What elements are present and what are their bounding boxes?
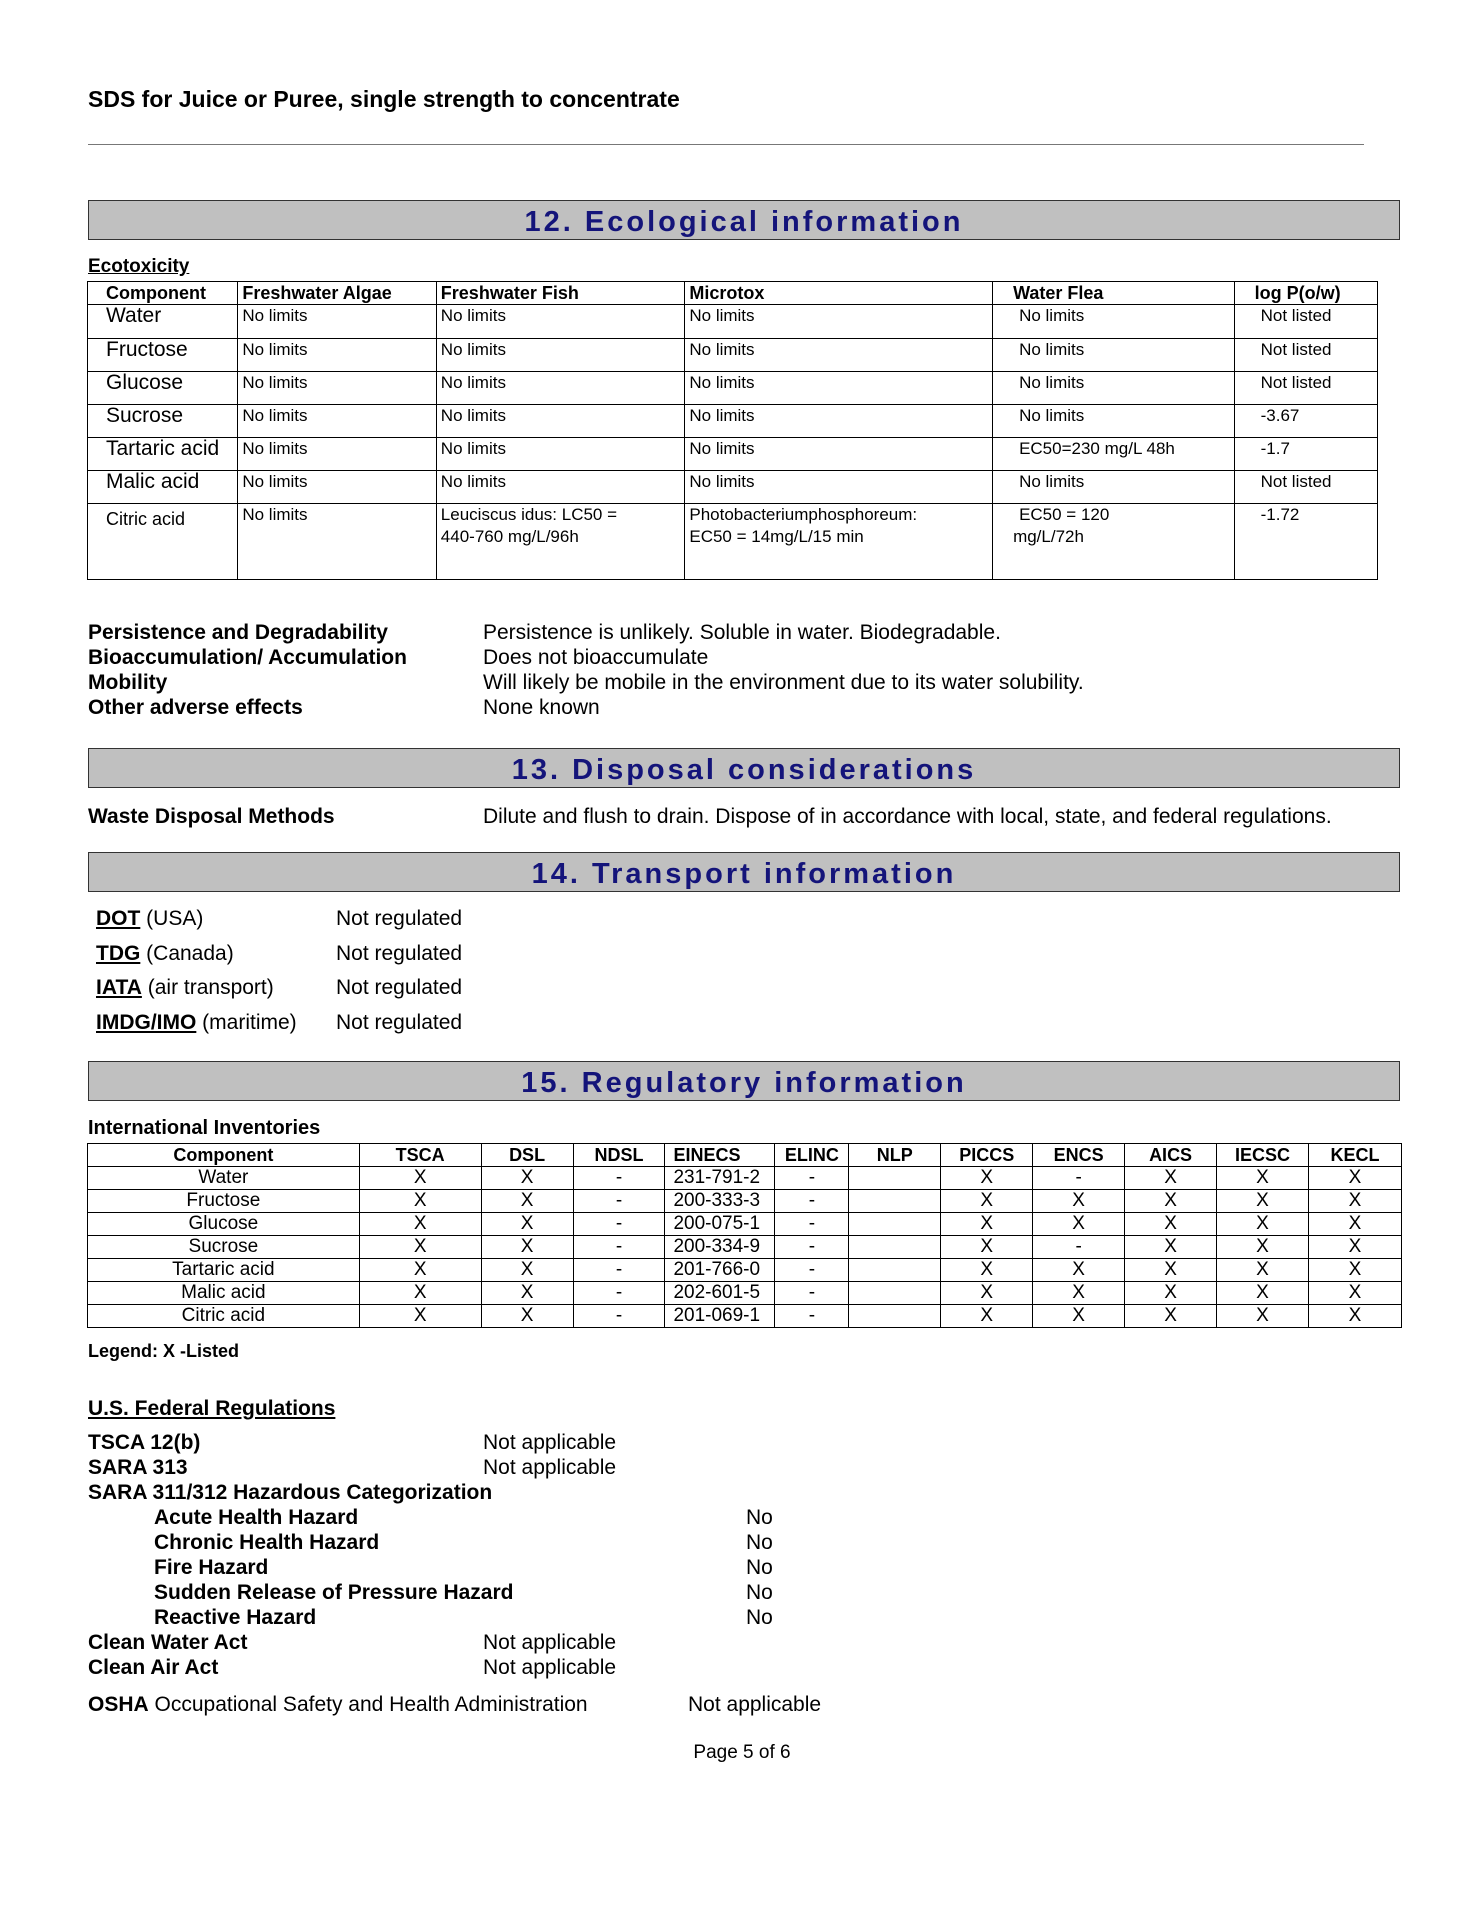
table-cell: No limits — [993, 372, 1235, 405]
table-cell: 231-791-2 — [665, 1167, 775, 1190]
column-header: DSL — [481, 1144, 573, 1167]
header-rule — [88, 144, 1364, 145]
component-cell: Malic acid — [88, 471, 238, 504]
table-cell: No limits — [993, 405, 1235, 438]
hazard-value: No — [746, 1606, 773, 1629]
table-cell: - — [775, 1167, 849, 1190]
transport-mode-region: (air transport) — [141, 976, 274, 999]
waste-disposal-value: Dilute and flush to drain. Dispose of in accordance with local, state, and federal regulations. — [483, 805, 1332, 828]
table-cell: X — [1033, 1282, 1125, 1305]
table-cell: No limits — [685, 372, 993, 405]
table-cell: X — [1308, 1259, 1401, 1282]
component-cell: Fructose — [88, 339, 238, 372]
column-header: Microtox — [685, 282, 993, 305]
other-effects-label: Other adverse effects — [88, 696, 303, 719]
hazard-value: No — [746, 1506, 773, 1529]
transport-row — [96, 976, 463, 1000]
table-row — [88, 504, 1378, 580]
component-cell: Sucrose — [88, 1236, 360, 1259]
column-header: Freshwater Algae — [238, 282, 436, 305]
inventories-table — [87, 1143, 1402, 1328]
component-cell: Tartaric acid — [88, 438, 238, 471]
page-number: Page 5 of 6 — [693, 1742, 791, 1763]
column-header: Component — [88, 1144, 360, 1167]
table-cell: No limits — [238, 471, 436, 504]
column-header: ELINC — [775, 1144, 849, 1167]
column-header: TSCA — [359, 1144, 481, 1167]
table-cell: No limits — [238, 405, 436, 438]
table-cell: X — [359, 1282, 481, 1305]
table-cell: X — [1308, 1282, 1401, 1305]
component-cell: Sucrose — [88, 405, 238, 438]
table-cell: X — [1308, 1213, 1401, 1236]
column-header: NDSL — [573, 1144, 665, 1167]
transport-status: Not regulated — [336, 941, 463, 965]
table-cell: X — [941, 1236, 1033, 1259]
cell-line: -1.72 — [1260, 505, 1300, 524]
table-cell: X — [1308, 1305, 1401, 1328]
table-cell: X — [1125, 1305, 1217, 1328]
table-row — [88, 405, 1378, 438]
table-cell: No limits — [436, 405, 685, 438]
table-cell: X — [1125, 1236, 1217, 1259]
section-15-heading: 15. Regulatory information — [88, 1061, 1400, 1101]
table-row — [88, 1167, 1402, 1190]
table-cell: X — [481, 1282, 573, 1305]
table-cell: Not listed — [1234, 305, 1377, 339]
table-cell: X — [359, 1259, 481, 1282]
table-cell: No limits — [436, 339, 685, 372]
table-row — [88, 471, 1378, 504]
table-cell — [849, 1259, 941, 1282]
table-cell: X — [359, 1213, 481, 1236]
tsca-12b-label: TSCA 12(b) — [88, 1431, 201, 1454]
component-cell: Glucose — [88, 1213, 360, 1236]
transport-mode-key: IMDG/IMO — [96, 1010, 197, 1034]
international-inventories-label: International Inventories — [88, 1117, 321, 1139]
bioaccumulation-value: Does not bioaccumulate — [483, 646, 709, 669]
table-cell — [849, 1282, 941, 1305]
table-cell: 200-334-9 — [665, 1236, 775, 1259]
transport-mode-region: (USA) — [140, 907, 204, 930]
table-row — [88, 1213, 1402, 1236]
table-cell: No limits — [238, 339, 436, 372]
table-cell: No limits — [685, 339, 993, 372]
cell-line: EC50 = 120 — [1019, 505, 1110, 524]
table-cell: No limits — [685, 305, 993, 339]
transport-status: Not regulated — [336, 976, 463, 999]
column-header: PICCS — [941, 1144, 1033, 1167]
table-cell: No limits — [436, 438, 685, 471]
table-cell: X — [481, 1167, 573, 1190]
table-cell: X — [1217, 1236, 1309, 1259]
component-cell: Fructose — [88, 1190, 360, 1213]
table-row — [88, 372, 1378, 405]
table-cell: X — [1033, 1305, 1125, 1328]
table-cell: X — [481, 1259, 573, 1282]
table-cell: No limits — [238, 372, 436, 405]
table-cell — [849, 1213, 941, 1236]
table-cell — [993, 504, 1235, 580]
hazard-label: Fire Hazard — [154, 1556, 269, 1579]
hazard-value: No — [746, 1581, 773, 1604]
table-cell: -1.7 — [1234, 438, 1377, 471]
table-row — [88, 1236, 1402, 1259]
table-cell: X — [1033, 1259, 1125, 1282]
table-row — [88, 1190, 1402, 1213]
persistence-value: Persistence is unlikely. Soluble in water. Biodegradable. — [483, 621, 1001, 644]
transport-mode-region: (Canada) — [140, 941, 234, 965]
table-cell: X — [1033, 1213, 1125, 1236]
table-row — [88, 1259, 1402, 1282]
table-cell: X — [1308, 1167, 1401, 1190]
bioaccumulation-label: Bioaccumulation/ Accumulation — [88, 646, 407, 669]
table-cell: X — [941, 1190, 1033, 1213]
table-cell: X — [359, 1190, 481, 1213]
table-cell: - — [573, 1190, 665, 1213]
table-cell: Not listed — [1234, 339, 1377, 372]
sara-313-value: Not applicable — [483, 1456, 617, 1479]
table-cell: No limits — [685, 405, 993, 438]
clean-water-act-value: Not applicable — [483, 1631, 617, 1654]
transport-row — [96, 941, 463, 966]
table-cell: - — [775, 1305, 849, 1328]
other-effects-value: None known — [483, 696, 600, 719]
table-cell: X — [941, 1305, 1033, 1328]
transport-mode-region: (maritime) — [196, 1010, 297, 1034]
table-cell — [849, 1305, 941, 1328]
table-cell: No limits — [238, 438, 436, 471]
transport-mode-key: TDG — [96, 941, 141, 965]
table-cell: X — [481, 1236, 573, 1259]
column-header: NLP — [849, 1144, 941, 1167]
transport-row — [96, 907, 463, 931]
column-header: EINECS — [665, 1144, 775, 1167]
hazard-value: No — [746, 1556, 773, 1579]
transport-status: Not regulated — [336, 907, 463, 930]
table-cell: 201-069-1 — [665, 1305, 775, 1328]
table-cell: No limits — [436, 305, 685, 339]
table-cell: X — [1125, 1167, 1217, 1190]
component-cell: Water — [88, 1167, 360, 1190]
table-cell: - — [775, 1190, 849, 1213]
osha-value: Not applicable — [688, 1693, 822, 1716]
column-header: Water Flea — [993, 282, 1235, 305]
sara-311-312-label: SARA 311/312 Hazardous Categorization — [88, 1481, 493, 1504]
table-cell: - — [573, 1213, 665, 1236]
table-cell: No limits — [685, 438, 993, 471]
section-13-heading: 13. Disposal considerations — [88, 748, 1400, 788]
ecotoxicity-label: Ecotoxicity — [88, 256, 190, 277]
section-14-heading: 14. Transport information — [88, 852, 1400, 892]
column-header: log P(o/w) — [1234, 282, 1377, 305]
legend: Legend: X -Listed — [88, 1341, 240, 1361]
column-header: IECSC — [1217, 1144, 1309, 1167]
table-cell: X — [1217, 1282, 1309, 1305]
component-cell — [88, 504, 238, 580]
table-cell: X — [359, 1236, 481, 1259]
cell-line: No limits — [242, 505, 308, 524]
hazard-label: Sudden Release of Pressure Hazard — [154, 1581, 514, 1604]
section-12-heading: 12. Ecological information — [88, 200, 1400, 240]
table-cell: X — [1217, 1213, 1309, 1236]
table-cell: No limits — [993, 471, 1235, 504]
component-cell: Tartaric acid — [88, 1259, 360, 1282]
mobility-value: Will likely be mobile in the environment due to its water solubility. — [483, 671, 1084, 694]
table-cell: -3.67 — [1234, 405, 1377, 438]
table-cell: 200-333-3 — [665, 1190, 775, 1213]
table-cell — [849, 1190, 941, 1213]
table-cell: No limits — [436, 372, 685, 405]
table-cell: X — [1217, 1190, 1309, 1213]
cell-line: Photobacteriumphosphoreum: — [689, 505, 918, 524]
table-cell: X — [1125, 1282, 1217, 1305]
table-cell — [849, 1236, 941, 1259]
hazard-label: Chronic Health Hazard — [154, 1531, 380, 1554]
table-cell: - — [775, 1259, 849, 1282]
table-cell: - — [573, 1167, 665, 1190]
table-cell: X — [1308, 1190, 1401, 1213]
table-cell: No limits — [685, 471, 993, 504]
table-cell — [849, 1167, 941, 1190]
table-cell: X — [1033, 1190, 1125, 1213]
sara-313-label: SARA 313 — [88, 1456, 188, 1479]
mobility-label: Mobility — [88, 671, 168, 694]
table-cell — [436, 504, 685, 580]
table-cell: No limits — [436, 471, 685, 504]
transport-mode-key: DOT — [96, 907, 141, 930]
table-cell: X — [941, 1213, 1033, 1236]
cell-line: EC50 = 14mg/L/15 min — [689, 527, 864, 546]
table-cell: - — [775, 1282, 849, 1305]
transport-status: Not regulated — [336, 1010, 463, 1034]
table-cell: X — [1217, 1305, 1309, 1328]
table-cell: X — [1217, 1259, 1309, 1282]
table-cell: X — [1125, 1190, 1217, 1213]
cell-line: 440-760 mg/L/96h — [440, 527, 579, 546]
table-cell: 202-601-5 — [665, 1282, 775, 1305]
table-cell: 201-766-0 — [665, 1259, 775, 1282]
table-cell: X — [941, 1167, 1033, 1190]
osha-label: OSHA — [88, 1693, 149, 1716]
hazard-label: Reactive Hazard — [154, 1606, 317, 1629]
table-cell: X — [359, 1167, 481, 1190]
table-cell: - — [573, 1236, 665, 1259]
hazard-label: Acute Health Hazard — [154, 1506, 359, 1529]
table-cell: No limits — [993, 305, 1235, 339]
table-cell: - — [775, 1236, 849, 1259]
table-cell: X — [1308, 1236, 1401, 1259]
table-cell — [1234, 504, 1377, 580]
table-cell: X — [1125, 1259, 1217, 1282]
table-cell: EC50=230 mg/L 48h — [993, 438, 1235, 471]
component-cell: Citric acid — [88, 1305, 360, 1328]
table-header-row — [88, 282, 1378, 305]
table-cell: Not listed — [1234, 471, 1377, 504]
osha-description: Occupational Safety and Health Administration — [148, 1693, 588, 1716]
table-cell: No limits — [238, 305, 436, 339]
table-cell: 200-075-1 — [665, 1213, 775, 1236]
cell-line: mg/L/72h — [1013, 527, 1084, 546]
hazard-value: No — [746, 1531, 773, 1554]
table-cell — [685, 504, 993, 580]
column-header: Component — [88, 282, 238, 305]
table-cell: No limits — [993, 339, 1235, 372]
table-cell — [238, 504, 436, 580]
ecotoxicity-table — [87, 281, 1378, 580]
transport-row — [96, 1010, 463, 1035]
cell-line: Leuciscus idus: LC50 = — [440, 505, 618, 524]
table-cell: X — [481, 1213, 573, 1236]
table-cell: - — [573, 1259, 665, 1282]
table-cell: X — [359, 1305, 481, 1328]
column-header: ENCS — [1033, 1144, 1125, 1167]
tsca-12b-value: Not applicable — [483, 1431, 617, 1454]
document-title: SDS for Juice or Puree, single strength to concentrate — [88, 86, 680, 112]
table-cell: - — [573, 1282, 665, 1305]
clean-water-act-label: Clean Water Act — [88, 1631, 248, 1654]
us-federal-regulations-label: U.S. Federal Regulations — [88, 1397, 336, 1420]
clean-air-act-value: Not applicable — [483, 1656, 617, 1679]
table-header-row — [88, 1144, 1402, 1167]
table-cell: - — [775, 1213, 849, 1236]
clean-air-act-label: Clean Air Act — [88, 1656, 219, 1679]
component-cell: Water — [88, 305, 238, 339]
table-cell: X — [481, 1305, 573, 1328]
table-cell: - — [1033, 1236, 1125, 1259]
table-cell: - — [573, 1305, 665, 1328]
column-header: AICS — [1125, 1144, 1217, 1167]
component-cell: Malic acid — [88, 1282, 360, 1305]
table-cell: X — [941, 1282, 1033, 1305]
table-cell: - — [1033, 1167, 1125, 1190]
table-cell: X — [941, 1259, 1033, 1282]
waste-disposal-label: Waste Disposal Methods — [88, 805, 335, 828]
column-header: KECL — [1308, 1144, 1401, 1167]
transport-mode-key: IATA — [96, 976, 142, 999]
table-cell: X — [481, 1190, 573, 1213]
table-cell: X — [1217, 1167, 1309, 1190]
table-row — [88, 339, 1378, 372]
persistence-label: Persistence and Degradability — [88, 621, 388, 644]
column-header: Freshwater Fish — [436, 282, 685, 305]
table-row — [88, 438, 1378, 471]
cell-line: Citric acid — [106, 509, 186, 529]
table-cell: X — [1125, 1213, 1217, 1236]
table-cell: Not listed — [1234, 372, 1377, 405]
table-row — [88, 1305, 1402, 1328]
table-row — [88, 305, 1378, 339]
component-cell: Glucose — [88, 372, 238, 405]
table-row — [88, 1282, 1402, 1305]
